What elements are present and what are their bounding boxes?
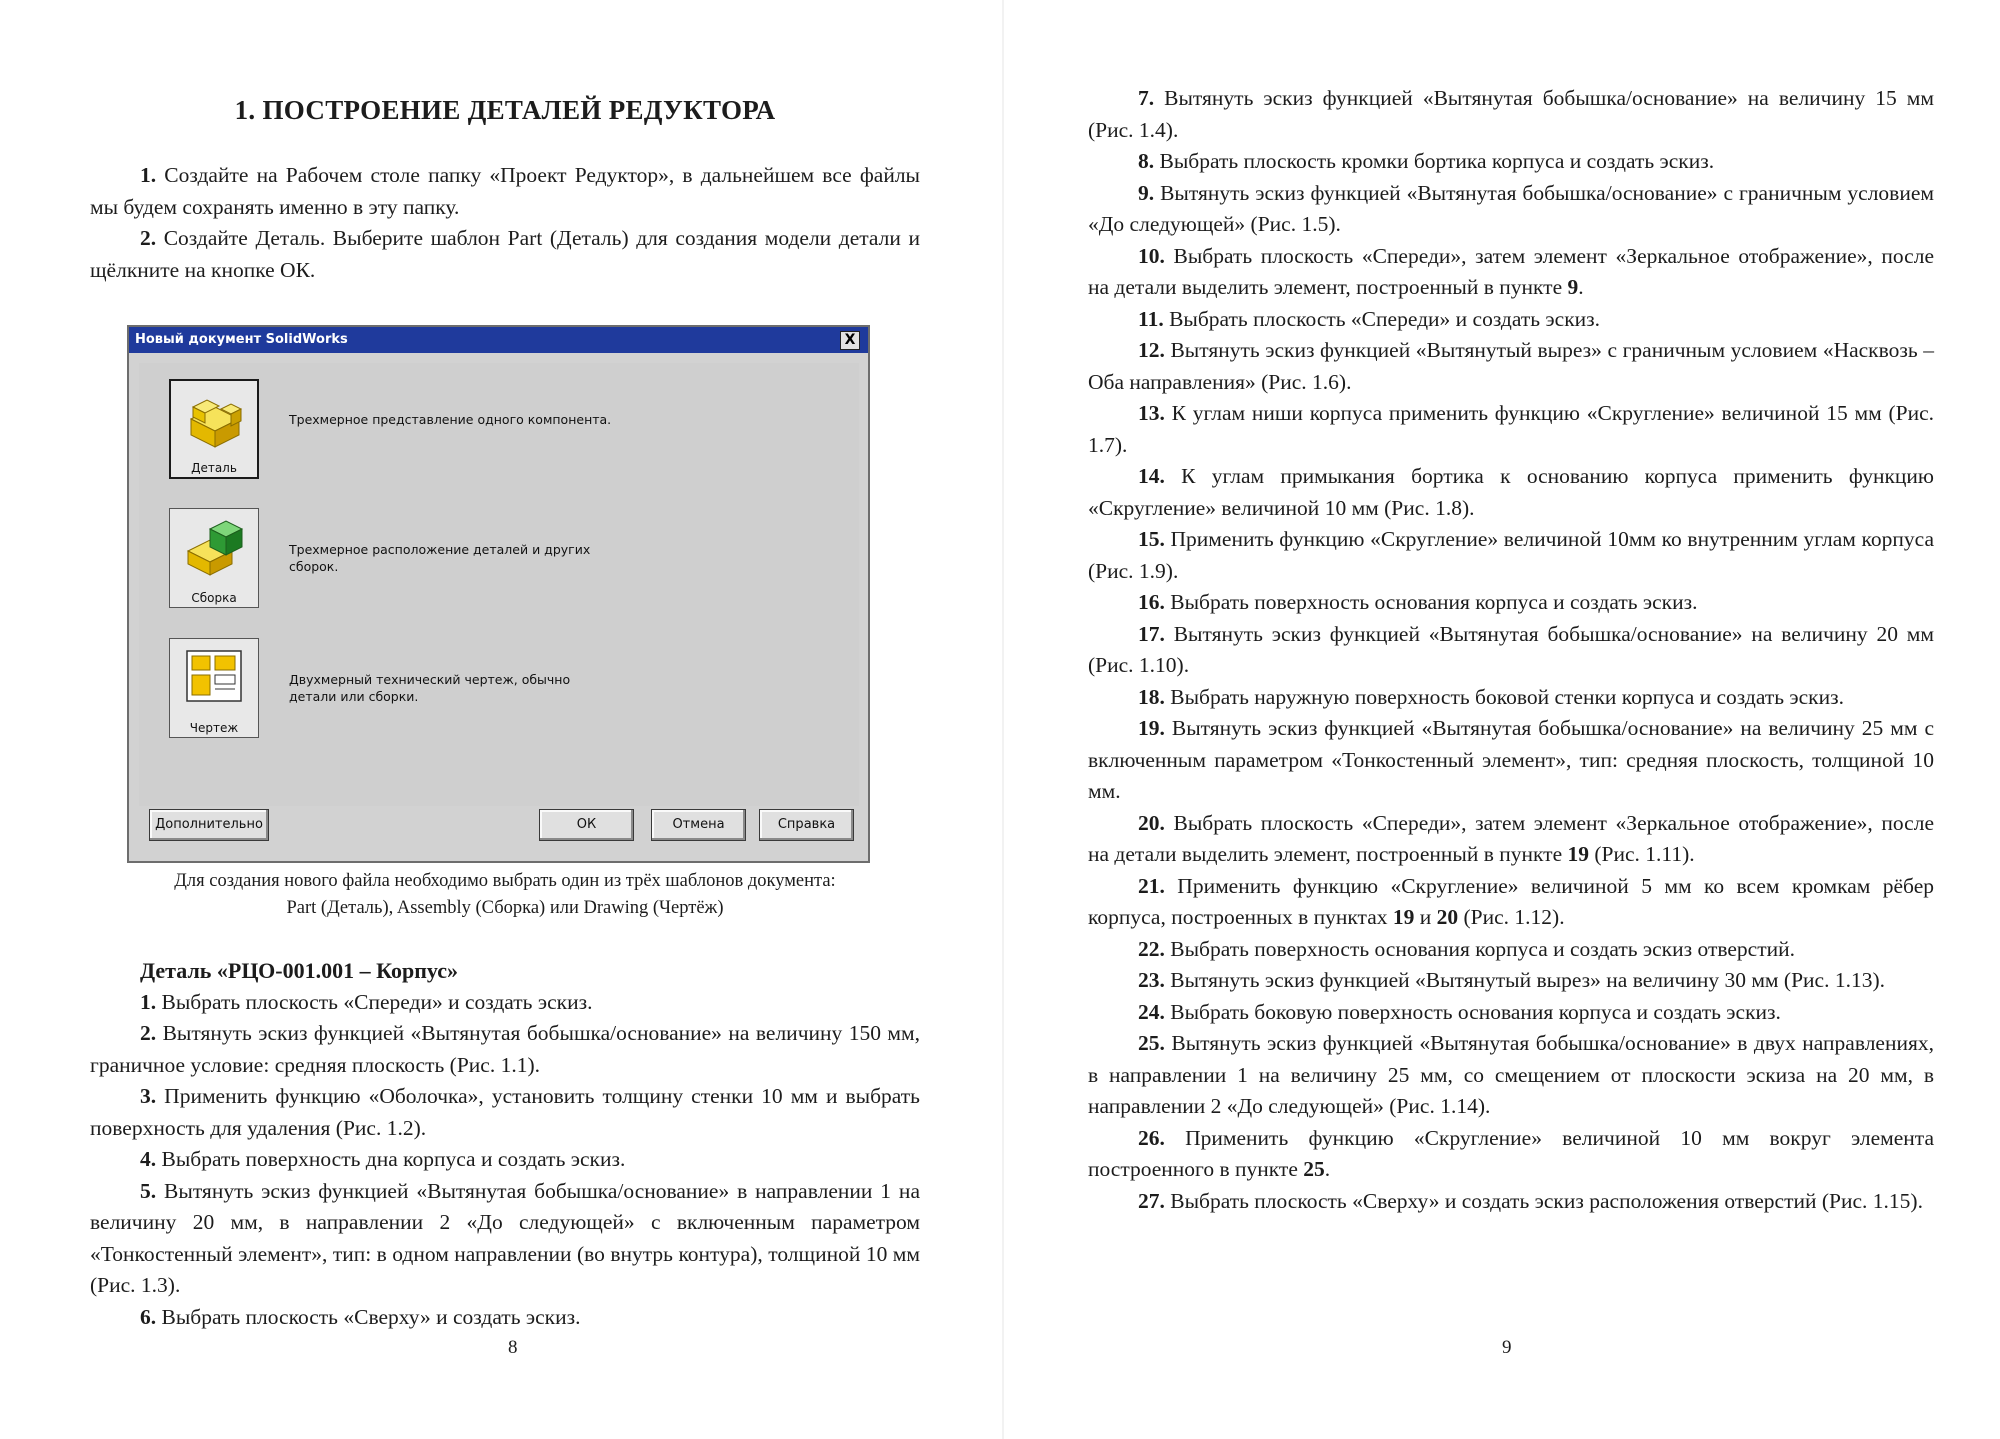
step: 26. Применить функцию «Скругление» величиной 10 мм вокруг элемента построенного в пункте 25.	[1088, 1125, 1934, 1181]
template-part-desc: Трехмерное представление одного компонента.	[289, 412, 612, 427]
template-panel	[139, 363, 859, 806]
intro-step: 1. Создайте на Рабочем столе папку «Проект Редуктор», в дальнейшем все файлы мы будем сохранять именно в эту папку.	[90, 163, 920, 219]
drawing-icon	[184, 647, 244, 709]
step: 9. Вытянуть эскиз функцией «Вытянутая бобышка/основание» с граничным условием «До следующей» (Рис. 1.5).	[1088, 180, 1934, 236]
help-button[interactable]: Справка	[759, 809, 854, 841]
dialog-title: Новый документ SolidWorks X	[129, 327, 868, 353]
step: 21. Применить функцию «Скругление» величиной 5 мм ко всем кромкам рёбер корпуса, построенных в пунктах 19 и 20 (Рис. 1.12).	[1088, 873, 1934, 929]
page-number-right: 9	[1502, 1337, 1512, 1358]
step: 23. Вытянуть эскиз функцией «Вытянутый вырез» на величину 30 мм (Рис. 1.13).	[1138, 968, 1885, 992]
template-drawing-desc: Двухмерный технический чертеж, обычно детали или сборки.	[289, 672, 571, 704]
intro-step: 2. Создайте Деталь. Выберите шаблон Part (Деталь) для создания модели детали и щёлкните на кнопке ОК.	[90, 226, 920, 282]
intro-steps	[90, 160, 920, 286]
step: 11. Выбрать плоскость «Спереди» и создать эскиз.	[1138, 306, 1601, 331]
figure-caption: Для создания нового файла необходимо выбрать один из трёх шаблонов документа: Part (Деталь), Assembly (Сборка) или Drawing (Чертёж)	[174, 871, 836, 918]
step: 2. Вытянуть эскиз функцией «Вытянутая бобышка/основание» на величину 150 мм, граничное условие: средняя плоскость (Рис. 1.1).	[90, 1021, 920, 1077]
template-assembly-desc: Трехмерное расположение деталей и других сборок.	[289, 542, 591, 574]
step: 16. Выбрать поверхность основания корпуса и создать эскиз.	[1138, 590, 1698, 614]
template-part-tile[interactable]	[169, 379, 259, 479]
step: 20. Выбрать плоскость «Спереди», затем элемент «Зеркальное отображение», после на детали выделить элемент, построенный в пункте 19 (Рис. 1.11).	[1088, 810, 1934, 866]
new-document-dialog	[127, 325, 870, 863]
template-assembly-tile[interactable]	[169, 508, 259, 608]
ok-button[interactable]: ОК	[539, 809, 634, 841]
page-number-left: 8	[508, 1337, 518, 1358]
template-part-label: Деталь	[191, 461, 237, 475]
step: 18. Выбрать наружную поверхность боковой стенки корпуса и создать эскиз.	[1138, 684, 1844, 709]
right-steps	[1088, 83, 1934, 1217]
template-drawing-tile[interactable]	[169, 638, 259, 738]
step: 7. Вытянуть эскиз функцией «Вытянутая бобышка/основание» на величину 15 мм (Рис. 1.4).	[1088, 86, 1934, 142]
step: 19. Вытянуть эскиз функцией «Вытянутая бобышка/основание» на величину 25 мм с включенным параметром «Тонкостенный элемент», тип: средняя плоскость, толщиной 10 мм.	[1088, 716, 1934, 803]
step: 10. Выбрать плоскость «Спереди», затем элемент «Зеркальное отображение», после на детали выделить элемент, построенный в пункте 9.	[1088, 243, 1934, 299]
step: 5. Вытянуть эскиз функцией «Вытянутая бобышка/основание» в направлении 1 на величину 20 мм, в направлении 2 «До следующей» с включенным параметром «Тонкостенный элемент», тип: в одном направлении (во внутрь контура), толщиной 10 мм (Рис. 1.3).	[90, 1178, 920, 1297]
step: 3. Применить функцию «Оболочка», установить толщину стенки 10 мм и выбрать поверхность для удаления (Рис. 1.2).	[90, 1084, 920, 1140]
step: 24. Выбрать боковую поверхность основания корпуса и создать эскиз.	[1138, 999, 1781, 1024]
step: 17. Вытянуть эскиз функцией «Вытянутая бобышка/основание» на величину 20 мм (Рис. 1.10).	[1088, 621, 1934, 677]
step: 6. Выбрать плоскость «Сверху» и создать эскиз.	[140, 1304, 581, 1329]
step: 14. К углам примыкания бортика к основанию корпуса применить функцию «Скругление» величиной 10 мм (Рис. 1.8).	[1088, 464, 1934, 520]
template-assembly-label: Сборка	[191, 591, 237, 605]
step: 8. Выбрать плоскость кромки бортика корпуса и создать эскиз.	[1138, 149, 1715, 173]
step: 22. Выбрать поверхность основания корпуса и создать эскиз отверстий.	[1138, 936, 1795, 961]
right-page	[1088, 0, 1934, 1439]
assembly-icon	[184, 517, 244, 579]
cancel-button[interactable]: Отмена	[651, 809, 746, 841]
step: 12. Вытянуть эскиз функцией «Вытянутый вырез» с граничным условием «Насквозь – Оба направления» (Рис. 1.6).	[1088, 338, 1934, 394]
step: 15. Применить функцию «Скругление» величиной 10мм ко внутренним углам корпуса (Рис. 1.9).	[1088, 527, 1934, 583]
step: 25. Вытянуть эскиз функцией «Вытянутая бобышка/основание» в двух направлениях, в направлении 1 на величину 25 мм, со смещением от плоскости эскиза на 20 мм, в направлении 2 «До следующей» (Рис. 1.14).	[1088, 1031, 1934, 1118]
step: 4. Выбрать поверхность дна корпуса и создать эскиз.	[140, 1147, 626, 1171]
part-icon	[185, 389, 245, 451]
step: 13. К углам ниши корпуса применить функцию «Скругление» величиной 15 мм (Рис. 1.7).	[1088, 401, 1934, 457]
left-page	[90, 0, 920, 1439]
section-heading: Деталь «РЦО-001.001 – Корпус»	[140, 958, 458, 983]
close-icon[interactable]: X	[840, 331, 860, 350]
advanced-button[interactable]: Дополнительно	[149, 809, 269, 841]
step: 1. Выбрать плоскость «Спереди» и создать эскиз.	[140, 989, 593, 1014]
step: 27. Выбрать плоскость «Сверху» и создать эскиз расположения отверстий (Рис. 1.15).	[1138, 1188, 1923, 1213]
chapter-title: 1. ПОСТРОЕНИЕ ДЕТАЛЕЙ РЕДУКТОРА	[234, 95, 776, 125]
book-spine	[1002, 0, 1004, 1439]
left-steps	[90, 955, 920, 1333]
template-drawing-label: Чертеж	[189, 721, 239, 735]
